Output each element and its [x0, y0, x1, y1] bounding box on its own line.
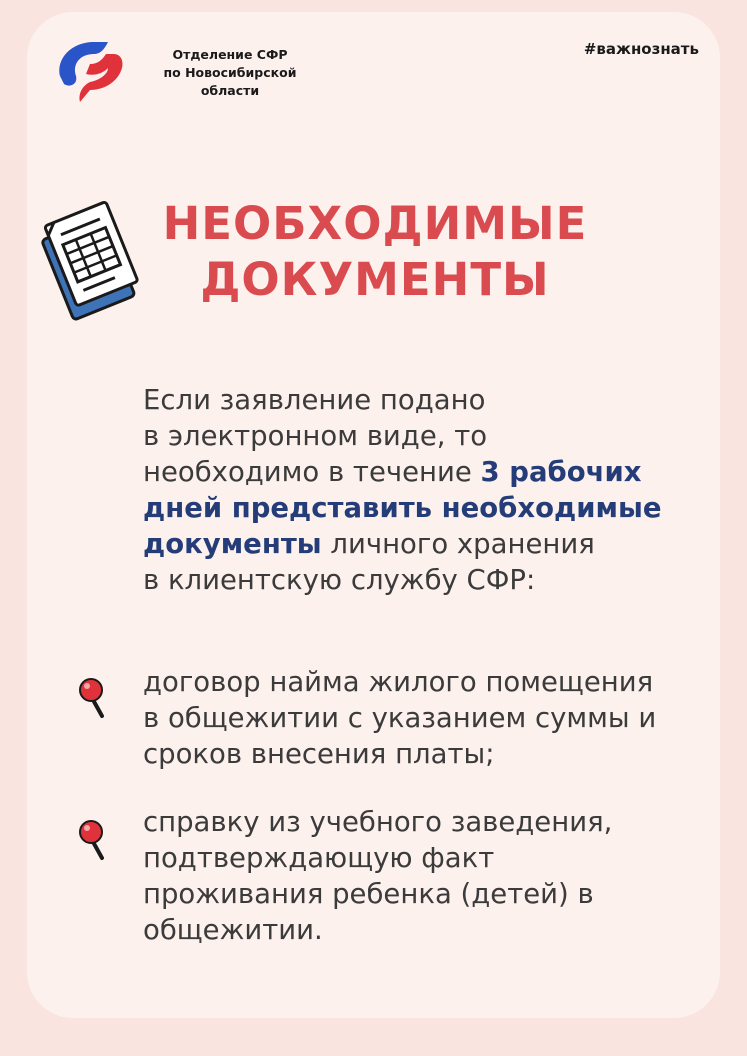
- intro-line-5: [143, 526, 703, 562]
- list-item: [143, 804, 713, 948]
- item-1-line-3: сроков внесения платы;: [143, 738, 495, 770]
- sfr-logo-icon: [50, 34, 130, 104]
- item-1-line-1: договор найма жилого помещения: [143, 666, 654, 698]
- intro-line-3: [143, 454, 703, 490]
- org-line-2: по Новосибирской: [163, 65, 297, 80]
- intro-line-3-highlight: 3 рабочих: [480, 456, 642, 488]
- intro-line-4-highlight: дней представить необходимые: [143, 492, 662, 524]
- title-line-1: НЕОБХОДИМЫЕ: [162, 197, 588, 250]
- item-1-line-2: в общежитии с указанием суммы и: [143, 702, 657, 734]
- intro-text: [143, 382, 703, 598]
- list-item: [143, 664, 713, 772]
- item-2-line-1: справку из учебного заведения,: [143, 806, 613, 838]
- intro-line-2: в электронном виде, то: [143, 420, 488, 452]
- pushpin-icon: [78, 818, 110, 864]
- org-name: [150, 46, 310, 100]
- intro-line-5-plain: личного хранения: [321, 528, 595, 560]
- intro-line-3-plain: необходимо в течение: [143, 456, 481, 488]
- pushpin-icon: [78, 676, 110, 722]
- org-line-3: области: [200, 83, 260, 98]
- intro-line-1: Если заявление подано: [143, 384, 486, 416]
- item-2-line-4: общежитии.: [143, 914, 323, 946]
- page-title: [140, 196, 610, 308]
- document-icon: [34, 200, 146, 328]
- item-2-line-2: подтверждающую факт: [143, 842, 495, 874]
- intro-line-5-highlight: документы: [143, 528, 322, 560]
- hashtag: #важнознать: [583, 40, 699, 58]
- org-line-1: Отделение СФР: [172, 47, 288, 62]
- intro-line-6: в клиентскую службу СФР:: [143, 564, 536, 596]
- item-2-line-3: проживания ребенка (детей) в: [143, 878, 594, 910]
- title-line-2: ДОКУМЕНТЫ: [200, 253, 550, 306]
